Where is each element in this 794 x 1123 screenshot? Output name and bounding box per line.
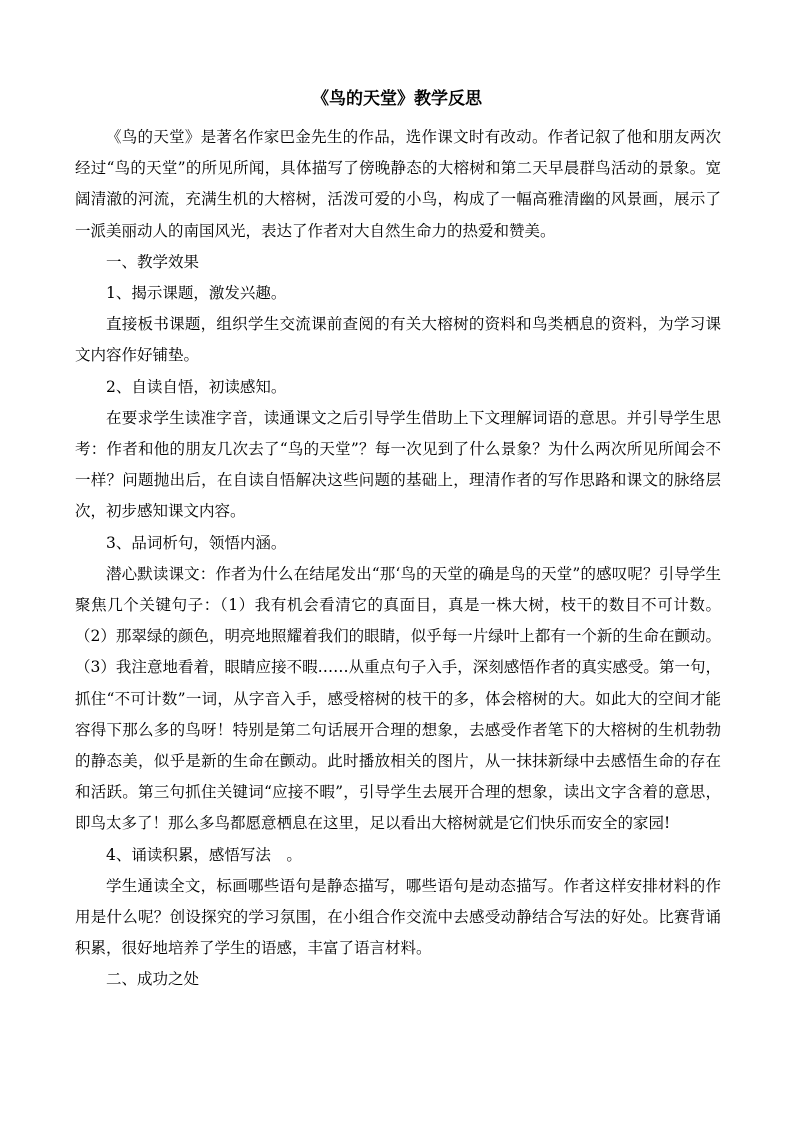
section-heading: 二、成功之处 <box>106 970 200 989</box>
body-paragraph: 学生通读全文，标画哪些语句是静态描写，哪些语句是动态描写。作者这样安排材料的作用是什么呢？创设探究的学习氛围，在小组合作交流中去感受动静结合写法的好处。比赛背诵积累，很好地培养了学生的语感，丰富了语言材料。 <box>75 876 721 958</box>
section-heading: 一、教学效果 <box>106 252 200 271</box>
body-paragraph: 在要求学生读准字音，读通课文之后引导学生借助上下文理解词语的意思。并引导学生思考：作者和他的朋友几次去了“鸟的天堂”？每一次见到了什么景象？为什么两次所见所闻会不一样？问题抛出后，在自读自悟解决这些问题的基础上，理清作者的写作思路和课文的脉络层次，初步感知课文内容。 <box>75 408 721 521</box>
document-body <box>75 122 721 996</box>
subsection-heading: 4、诵读积累，感悟写法 。 <box>106 845 302 864</box>
body-paragraph: 直接板书课题，组织学生交流课前查阅的有关大榕树的资料和鸟类栖息的资料，为学习课文内容作好铺垫。 <box>75 315 721 365</box>
document-title: 《鸟的天堂》教学反思 <box>312 89 482 109</box>
intro-paragraph: 《鸟的天堂》是著名作家巴金先生的作品，选作课文时有改动。作者记叙了他和朋友两次经过“鸟的天堂”的所见所闻，具体描写了傍晚静态的大榕树和第二天早晨群鸟活动的景象。宽阔清澈的河流，充满生机的大榕树，活泼可爱的小鸟，构成了一幅高雅清幽的风景画，展示了一派美丽动人的南国风光，表达了作者对大自然生命力的热爱和赞美。 <box>75 128 721 240</box>
subsection-heading: 2、自读自悟，初读感知。 <box>106 377 287 396</box>
subsection-heading: 3、品词析句，领悟内涵。 <box>106 533 287 552</box>
body-paragraph: 潜心默读课文：作者为什么在结尾发出“那‘鸟的天堂的确是鸟的天堂”的感叹呢？引导学生聚焦几个关键句子：（1）我有机会看清它的真面目，真是一株大树，枝干的数目不可计数。（2）那翠绿的颜色，明亮地照耀着我们的眼睛，似乎每一片绿叶上都有一个新的生命在颤动。（3）我注意地看着，眼睛应接不暇……从重点句子入手，深刻感悟作者的真实感受。第一句，抓住“不可计数”一词，从字音入手，感受榕树的枝干的多，体会榕树的大。如此大的空间才能容得下那么多的鸟呀！特别是第二句话展开合理的想象，去感受作者笔下的大榕树的生机勃勃的静态美，似乎是新的生命在颤动。此时播放相关的图片，从一抹抹新绿中去感悟生命的存在和活跃。第三句抓住关键词“应接不暇”，引导学生去展开合理的想象，读出文字含着的意思，即鸟太多了！那么多鸟都愿意栖息在这里，足以看出大榕树就是它们快乐而安全的家园! <box>75 564 721 833</box>
subsection-heading: 1、揭示课题，激发兴趣。 <box>106 284 287 303</box>
